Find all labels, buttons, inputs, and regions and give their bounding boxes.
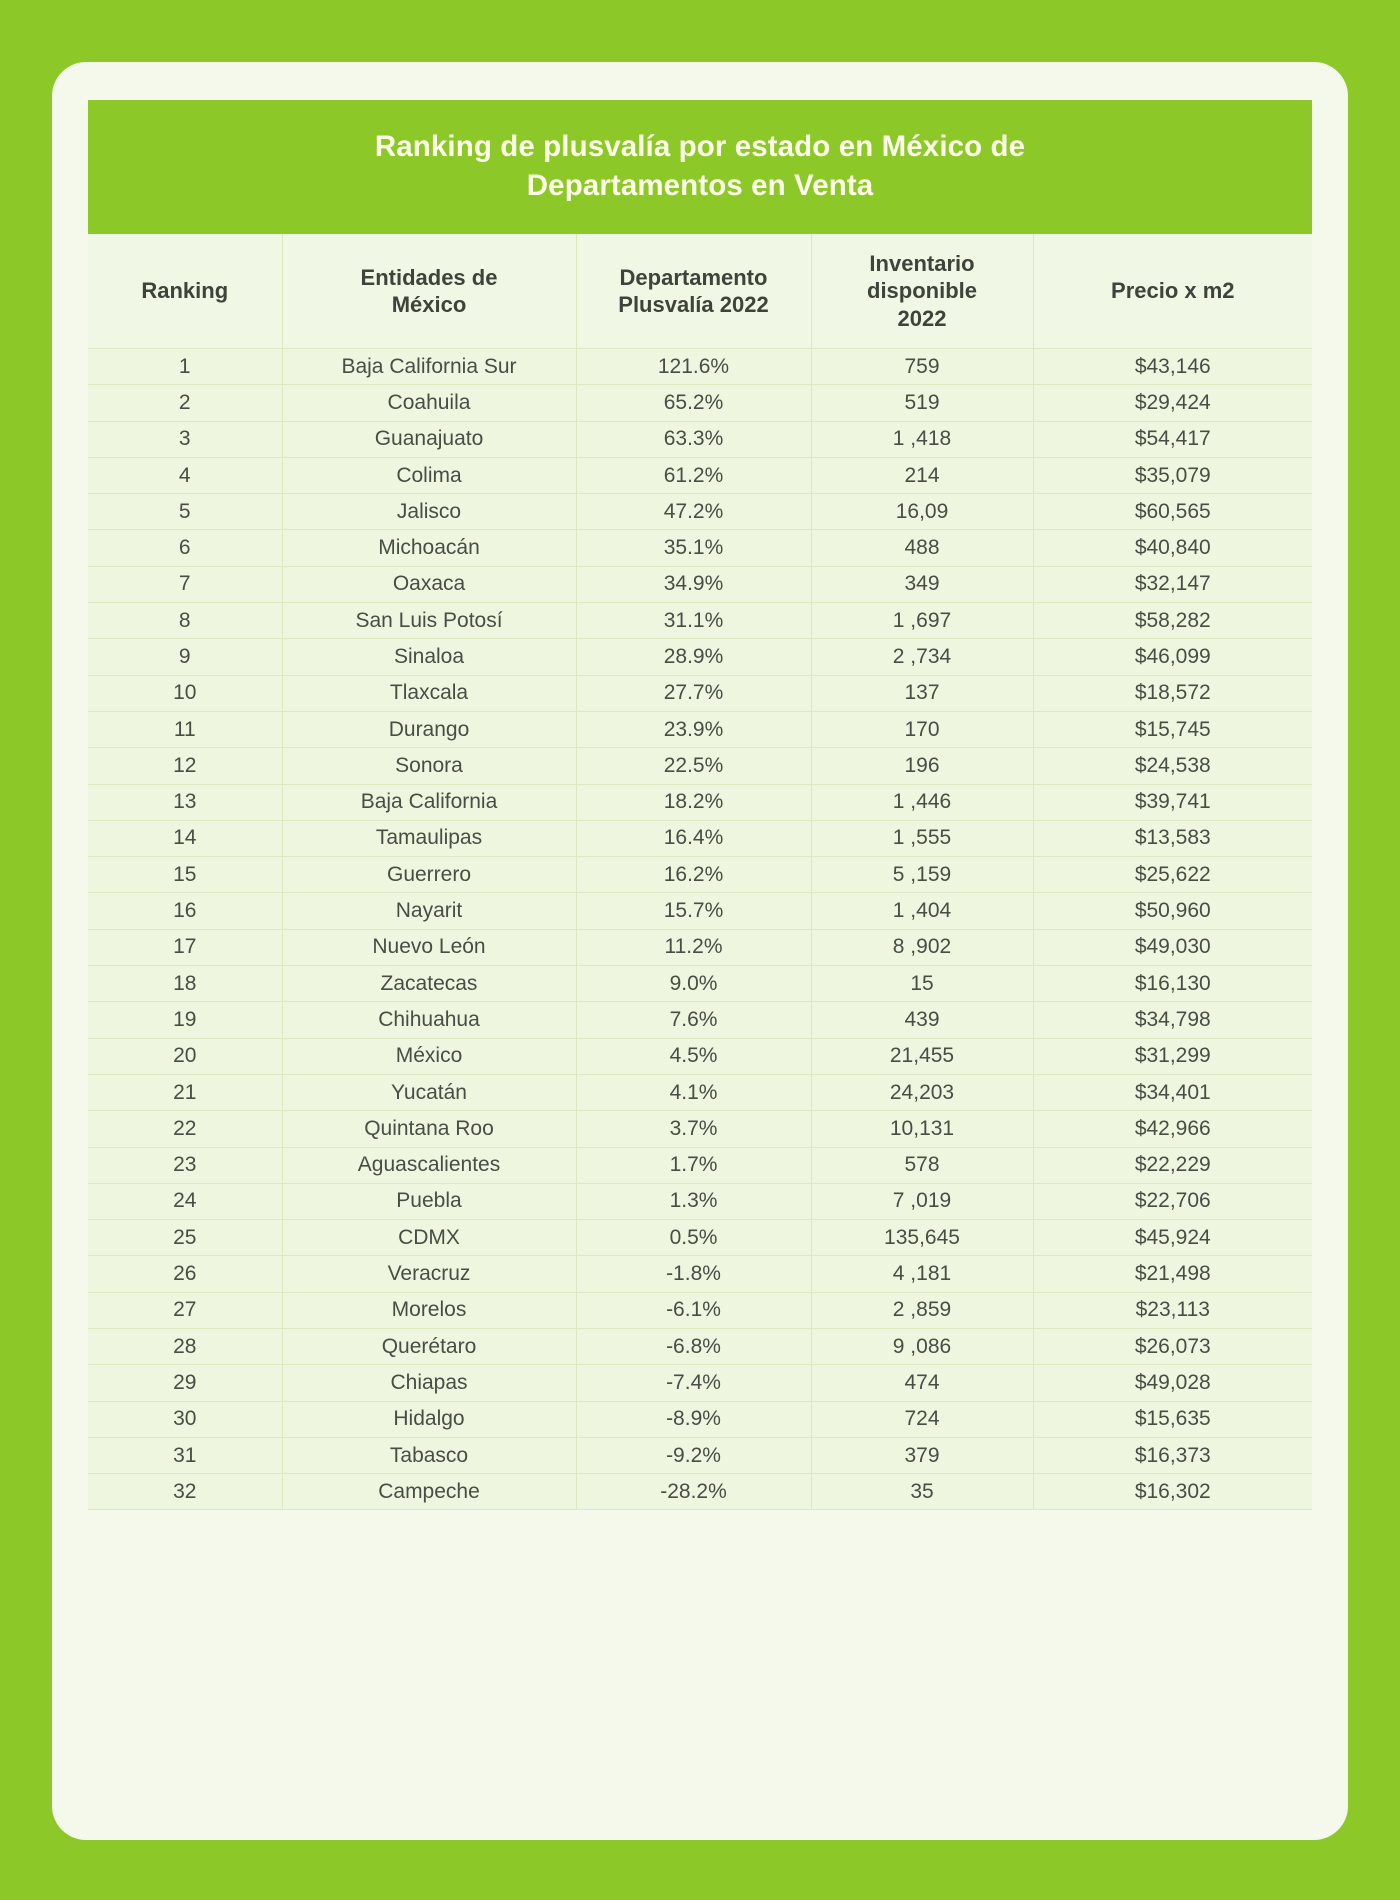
table-row xyxy=(88,929,1312,965)
cell-plusvalia: 11.2% xyxy=(576,929,811,965)
cell-state: CDMX xyxy=(282,1220,576,1256)
table-row xyxy=(88,639,1312,675)
table-row xyxy=(88,1111,1312,1147)
cell-rank: 17 xyxy=(88,929,282,965)
cell-inventario: 519 xyxy=(811,385,1033,421)
cell-precio: $13,583 xyxy=(1033,820,1312,856)
column-header-precio-line-1: Precio x m2 xyxy=(1111,278,1235,304)
cell-rank: 32 xyxy=(88,1474,282,1510)
ranking-card xyxy=(52,62,1348,1840)
cell-plusvalia: 9.0% xyxy=(576,966,811,1002)
table-row xyxy=(88,675,1312,711)
table-row xyxy=(88,748,1312,784)
cell-state: Colima xyxy=(282,457,576,493)
cell-inventario: 379 xyxy=(811,1437,1033,1473)
cell-plusvalia: 61.2% xyxy=(576,457,811,493)
cell-plusvalia: 22.5% xyxy=(576,748,811,784)
cell-state: San Luis Potosí xyxy=(282,603,576,639)
cell-rank: 11 xyxy=(88,711,282,747)
cell-rank: 20 xyxy=(88,1038,282,1074)
cell-inventario: 4 ,181 xyxy=(811,1256,1033,1292)
table-body xyxy=(88,348,1312,1510)
cell-precio: $58,282 xyxy=(1033,603,1312,639)
cell-plusvalia: 1.3% xyxy=(576,1183,811,1219)
column-header-inventario-line-1: Inventario xyxy=(869,250,975,276)
cell-inventario: 5 ,159 xyxy=(811,857,1033,893)
title-line-1: Ranking de plusvalía por estado en México de xyxy=(374,130,1026,163)
table-row xyxy=(88,1401,1312,1437)
column-header-inventario xyxy=(811,234,1033,348)
table-wrapper xyxy=(88,100,1312,1510)
cell-precio: $54,417 xyxy=(1033,421,1312,457)
cell-rank: 16 xyxy=(88,893,282,929)
cell-precio: $16,373 xyxy=(1033,1437,1312,1473)
cell-state: México xyxy=(282,1038,576,1074)
cell-precio: $39,741 xyxy=(1033,784,1312,820)
cell-rank: 13 xyxy=(88,784,282,820)
table-row xyxy=(88,1474,1312,1510)
cell-plusvalia: 121.6% xyxy=(576,348,811,384)
cell-inventario: 16,09 xyxy=(811,494,1033,530)
cell-inventario: 439 xyxy=(811,1002,1033,1038)
table-row xyxy=(88,893,1312,929)
cell-rank: 5 xyxy=(88,494,282,530)
cell-plusvalia: 16.4% xyxy=(576,820,811,856)
table-row xyxy=(88,1328,1312,1364)
cell-state: Hidalgo xyxy=(282,1401,576,1437)
table-row xyxy=(88,1256,1312,1292)
cell-inventario: 137 xyxy=(811,675,1033,711)
cell-state: Quintana Roo xyxy=(282,1111,576,1147)
cell-plusvalia: 34.9% xyxy=(576,566,811,602)
cell-state: Veracruz xyxy=(282,1256,576,1292)
cell-precio: $18,572 xyxy=(1033,675,1312,711)
cell-inventario: 35 xyxy=(811,1474,1033,1510)
cell-precio: $60,565 xyxy=(1033,494,1312,530)
cell-state: Aguascalientes xyxy=(282,1147,576,1183)
title-line-2: Departamentos en Venta xyxy=(526,169,874,203)
cell-plusvalia: -1.8% xyxy=(576,1256,811,1292)
cell-precio: $29,424 xyxy=(1033,385,1312,421)
cell-precio: $22,706 xyxy=(1033,1183,1312,1219)
cell-inventario: 1 ,697 xyxy=(811,603,1033,639)
table-row xyxy=(88,1292,1312,1328)
cell-inventario: 214 xyxy=(811,457,1033,493)
column-header-inventario-line-2: disponible xyxy=(867,278,977,304)
cell-rank: 7 xyxy=(88,566,282,602)
column-header-entidades-line-2: México xyxy=(391,292,467,318)
cell-inventario: 10,131 xyxy=(811,1111,1033,1147)
cell-precio: $43,146 xyxy=(1033,348,1312,384)
cell-inventario: 759 xyxy=(811,348,1033,384)
cell-inventario: 21,455 xyxy=(811,1038,1033,1074)
cell-state: Nayarit xyxy=(282,893,576,929)
cell-plusvalia: 35.1% xyxy=(576,530,811,566)
cell-state: Guerrero xyxy=(282,857,576,893)
cell-plusvalia: 1.7% xyxy=(576,1147,811,1183)
cell-rank: 24 xyxy=(88,1183,282,1219)
table-row xyxy=(88,603,1312,639)
column-header-ranking-line-1: Ranking xyxy=(141,278,229,304)
cell-plusvalia: 28.9% xyxy=(576,639,811,675)
cell-rank: 1 xyxy=(88,348,282,384)
cell-rank: 10 xyxy=(88,675,282,711)
cell-state: Durango xyxy=(282,711,576,747)
cell-rank: 12 xyxy=(88,748,282,784)
table-column-head xyxy=(88,234,1312,348)
table-row xyxy=(88,1183,1312,1219)
cell-rank: 27 xyxy=(88,1292,282,1328)
table-row xyxy=(88,457,1312,493)
table-row xyxy=(88,1437,1312,1473)
cell-plusvalia: 16.2% xyxy=(576,857,811,893)
table-row xyxy=(88,348,1312,384)
cell-precio: $32,147 xyxy=(1033,566,1312,602)
table-row xyxy=(88,820,1312,856)
cell-state: Nuevo León xyxy=(282,929,576,965)
cell-inventario: 724 xyxy=(811,1401,1033,1437)
cell-rank: 8 xyxy=(88,603,282,639)
cell-rank: 14 xyxy=(88,820,282,856)
cell-inventario: 170 xyxy=(811,711,1033,747)
table-title-head xyxy=(88,100,1312,234)
cell-inventario: 474 xyxy=(811,1365,1033,1401)
title-row xyxy=(88,100,1312,234)
cell-state: Baja California xyxy=(282,784,576,820)
cell-plusvalia: -9.2% xyxy=(576,1437,811,1473)
cell-rank: 29 xyxy=(88,1365,282,1401)
cell-precio: $25,622 xyxy=(1033,857,1312,893)
cell-precio: $50,960 xyxy=(1033,893,1312,929)
cell-precio: $22,229 xyxy=(1033,1147,1312,1183)
cell-inventario: 488 xyxy=(811,530,1033,566)
page-title xyxy=(88,100,1312,234)
cell-plusvalia: 15.7% xyxy=(576,893,811,929)
cell-state: Guanajuato xyxy=(282,421,576,457)
cell-inventario: 1 ,404 xyxy=(811,893,1033,929)
cell-inventario: 1 ,446 xyxy=(811,784,1033,820)
cell-plusvalia: 65.2% xyxy=(576,385,811,421)
cell-state: Chiapas xyxy=(282,1365,576,1401)
cell-precio: $34,401 xyxy=(1033,1074,1312,1110)
table-row xyxy=(88,566,1312,602)
cell-precio: $34,798 xyxy=(1033,1002,1312,1038)
cell-precio: $24,538 xyxy=(1033,748,1312,784)
ranking-table xyxy=(88,100,1312,1510)
cell-state: Coahuila xyxy=(282,385,576,421)
cell-state: Sonora xyxy=(282,748,576,784)
cell-state: Tlaxcala xyxy=(282,675,576,711)
cell-precio: $42,966 xyxy=(1033,1111,1312,1147)
column-header-entidades xyxy=(282,234,576,348)
cell-plusvalia: 18.2% xyxy=(576,784,811,820)
cell-inventario: 7 ,019 xyxy=(811,1183,1033,1219)
cell-inventario: 24,203 xyxy=(811,1074,1033,1110)
cell-state: Tabasco xyxy=(282,1437,576,1473)
column-header-plusvalia-line-1: Departamento xyxy=(619,264,768,290)
cell-state: Puebla xyxy=(282,1183,576,1219)
cell-state: Yucatán xyxy=(282,1074,576,1110)
cell-state: Querétaro xyxy=(282,1328,576,1364)
table-row xyxy=(88,711,1312,747)
cell-inventario: 15 xyxy=(811,966,1033,1002)
cell-state: Chihuahua xyxy=(282,1002,576,1038)
column-header-entidades-line-1: Entidades de xyxy=(360,264,498,290)
cell-precio: $15,635 xyxy=(1033,1401,1312,1437)
table-row xyxy=(88,1002,1312,1038)
cell-state: Tamaulipas xyxy=(282,820,576,856)
cell-plusvalia: -7.4% xyxy=(576,1365,811,1401)
cell-rank: 21 xyxy=(88,1074,282,1110)
cell-plusvalia: 4.5% xyxy=(576,1038,811,1074)
cell-rank: 26 xyxy=(88,1256,282,1292)
cell-inventario: 578 xyxy=(811,1147,1033,1183)
cell-rank: 30 xyxy=(88,1401,282,1437)
cell-rank: 31 xyxy=(88,1437,282,1473)
cell-inventario: 8 ,902 xyxy=(811,929,1033,965)
cell-state: Oaxaca xyxy=(282,566,576,602)
table-row xyxy=(88,1074,1312,1110)
cell-inventario: 1 ,555 xyxy=(811,820,1033,856)
cell-state: Michoacán xyxy=(282,530,576,566)
cell-state: Baja California Sur xyxy=(282,348,576,384)
cell-state: Morelos xyxy=(282,1292,576,1328)
cell-precio: $26,073 xyxy=(1033,1328,1312,1364)
cell-rank: 25 xyxy=(88,1220,282,1256)
table-row xyxy=(88,966,1312,1002)
cell-inventario: 2 ,734 xyxy=(811,639,1033,675)
table-row xyxy=(88,385,1312,421)
cell-plusvalia: -8.9% xyxy=(576,1401,811,1437)
column-header-inventario-line-3: 2022 xyxy=(897,305,947,331)
table-row xyxy=(88,421,1312,457)
cell-state: Jalisco xyxy=(282,494,576,530)
cell-plusvalia: 7.6% xyxy=(576,1002,811,1038)
cell-inventario: 9 ,086 xyxy=(811,1328,1033,1364)
cell-precio: $16,130 xyxy=(1033,966,1312,1002)
column-header-precio xyxy=(1033,234,1312,348)
cell-rank: 15 xyxy=(88,857,282,893)
cell-rank: 2 xyxy=(88,385,282,421)
cell-rank: 23 xyxy=(88,1147,282,1183)
column-header-row xyxy=(88,234,1312,348)
table-row xyxy=(88,1220,1312,1256)
cell-rank: 9 xyxy=(88,639,282,675)
cell-plusvalia: 3.7% xyxy=(576,1111,811,1147)
cell-precio: $40,840 xyxy=(1033,530,1312,566)
cell-precio: $35,079 xyxy=(1033,457,1312,493)
cell-precio: $16,302 xyxy=(1033,1474,1312,1510)
cell-precio: $46,099 xyxy=(1033,639,1312,675)
cell-state: Campeche xyxy=(282,1474,576,1510)
cell-inventario: 2 ,859 xyxy=(811,1292,1033,1328)
cell-precio: $45,924 xyxy=(1033,1220,1312,1256)
cell-rank: 6 xyxy=(88,530,282,566)
cell-plusvalia: -28.2% xyxy=(576,1474,811,1510)
table-row xyxy=(88,494,1312,530)
cell-rank: 18 xyxy=(88,966,282,1002)
cell-rank: 22 xyxy=(88,1111,282,1147)
table-row xyxy=(88,857,1312,893)
table-row xyxy=(88,784,1312,820)
cell-inventario: 135,645 xyxy=(811,1220,1033,1256)
column-header-ranking xyxy=(88,234,282,348)
cell-plusvalia: 0.5% xyxy=(576,1220,811,1256)
cell-plusvalia: 4.1% xyxy=(576,1074,811,1110)
cell-precio: $23,113 xyxy=(1033,1292,1312,1328)
cell-inventario: 196 xyxy=(811,748,1033,784)
cell-plusvalia: 27.7% xyxy=(576,675,811,711)
cell-rank: 28 xyxy=(88,1328,282,1364)
cell-plusvalia: -6.1% xyxy=(576,1292,811,1328)
column-header-plusvalia-line-2: Plusvalía 2022 xyxy=(618,292,769,318)
table-row xyxy=(88,1365,1312,1401)
cell-state: Zacatecas xyxy=(282,966,576,1002)
column-header-plusvalia xyxy=(576,234,811,348)
table-row xyxy=(88,1147,1312,1183)
table-row xyxy=(88,1038,1312,1074)
cell-rank: 3 xyxy=(88,421,282,457)
cell-precio: $15,745 xyxy=(1033,711,1312,747)
cell-plusvalia: 23.9% xyxy=(576,711,811,747)
cell-inventario: 1 ,418 xyxy=(811,421,1033,457)
cell-plusvalia: -6.8% xyxy=(576,1328,811,1364)
cell-precio: $21,498 xyxy=(1033,1256,1312,1292)
cell-state: Sinaloa xyxy=(282,639,576,675)
cell-plusvalia: 31.1% xyxy=(576,603,811,639)
cell-plusvalia: 47.2% xyxy=(576,494,811,530)
cell-precio: $31,299 xyxy=(1033,1038,1312,1074)
cell-rank: 4 xyxy=(88,457,282,493)
cell-plusvalia: 63.3% xyxy=(576,421,811,457)
cell-precio: $49,030 xyxy=(1033,929,1312,965)
cell-rank: 19 xyxy=(88,1002,282,1038)
cell-precio: $49,028 xyxy=(1033,1365,1312,1401)
table-row xyxy=(88,530,1312,566)
cell-inventario: 349 xyxy=(811,566,1033,602)
